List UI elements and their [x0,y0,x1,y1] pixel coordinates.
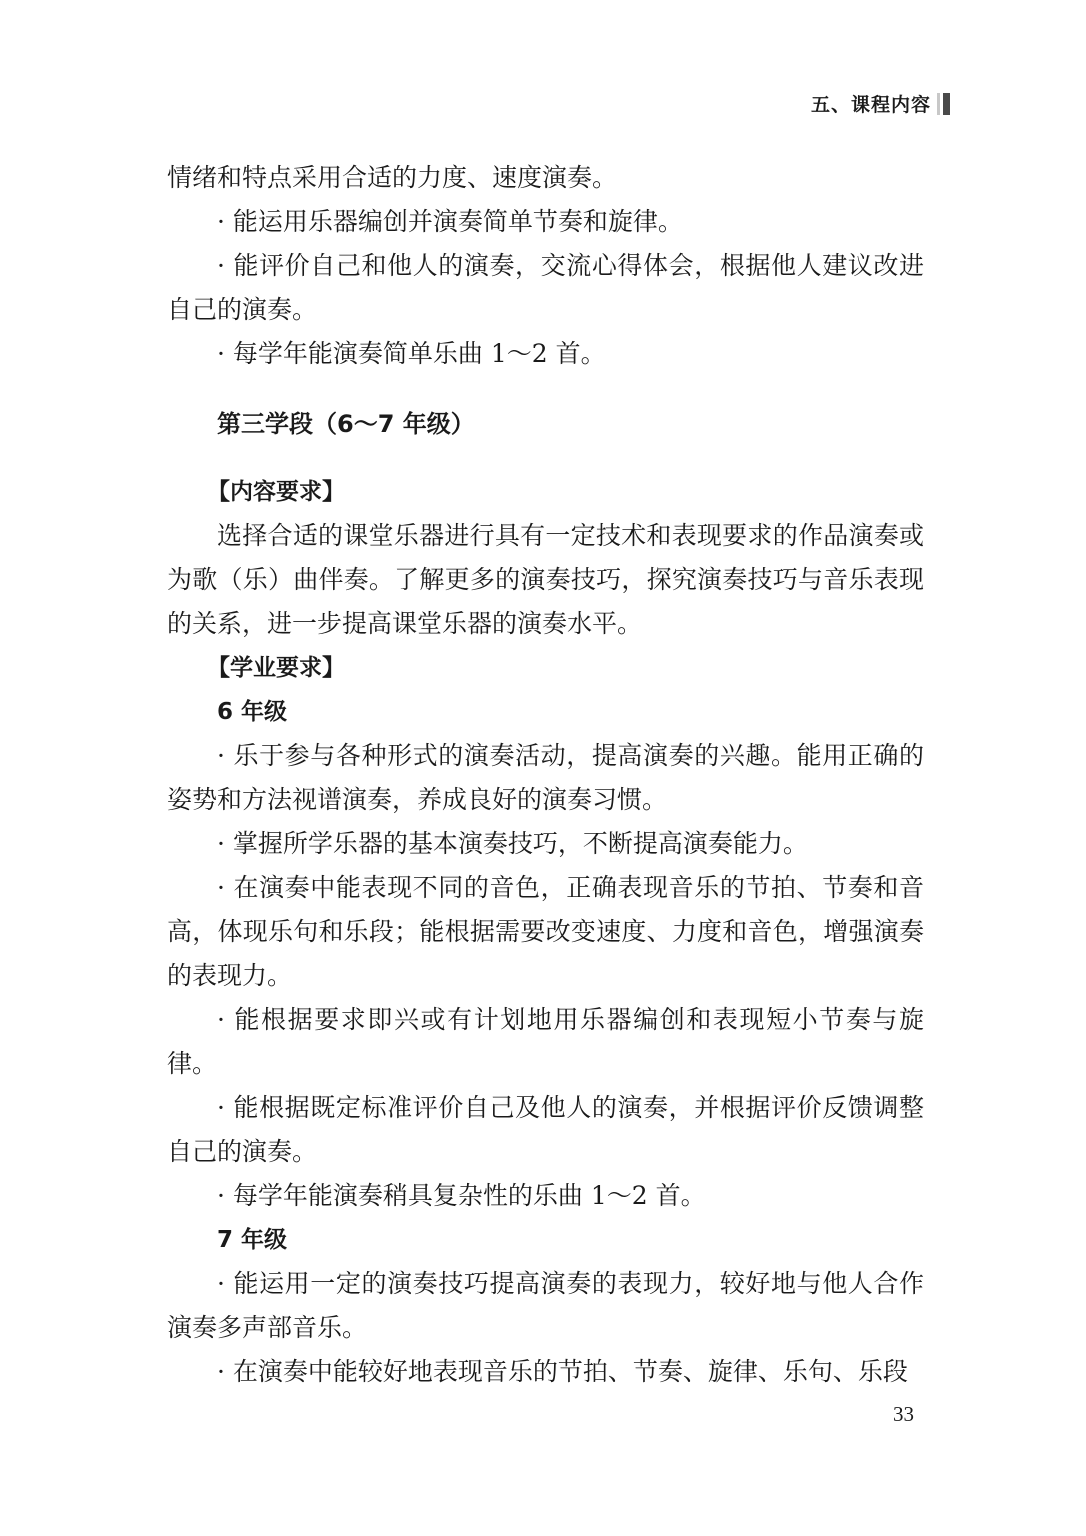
running-header [811,90,950,117]
content-requirements-heading: 【内容要求】 [207,479,345,505]
bullet-item: · 乐于参与各种形式的演奏活动，提高演奏的兴趣。能用正确的姿势和方法视谱演奏，养成良好的演奏习惯。 [167,741,924,814]
bullet-item: · 每学年能演奏简单乐曲 1～2 首。 [217,339,606,368]
bullet-item: · 能运用一定的演奏技巧提高演奏的表现力，较好地与他人合作演奏多声部音乐。 [167,1269,924,1342]
bullet-item: · 掌握所学乐器的基本演奏技巧，不断提高演奏能力。 [217,829,808,858]
bullet-item: · 能运用乐器编创并演奏简单节奏和旋律。 [217,207,683,236]
chapter-title: 五、课程内容 [810,94,931,116]
bullet-item: · 能根据既定标准评价自己及他人的演奏，并根据评价反馈调整自己的演奏。 [167,1093,924,1166]
bullet-item: · 能根据要求即兴或有计划地用乐器编创和表现短小节奏与旋律。 [167,1005,924,1078]
header-decoration-bars [937,93,950,115]
grade-label: 6 年级 [217,699,288,725]
header-bar-dark [943,93,950,115]
bullet-item: · 每学年能演奏稍具复杂性的乐曲 1～2 首。 [217,1181,706,1210]
header-bar-light [937,93,940,115]
bullet-item: · 在演奏中能较好地表现音乐的节拍、节奏、旋律、乐句、乐段 [217,1357,908,1386]
continued-paragraph: 情绪和特点采用合适的力度、速度演奏。 [167,163,618,192]
bullet-item: · 在演奏中能表现不同的音色，正确表现音乐的节拍、节奏和音高，体现乐句和乐段；能根据需要改变速度、力度和音色，增强演奏的表现力。 [167,873,924,990]
bullet-item: · 能评价自己和他人的演奏，交流心得体会，根据他人建议改进自己的演奏。 [167,251,924,324]
page-body [167,156,924,1394]
academic-requirements-heading: 【学业要求】 [207,655,345,681]
grade-label: 7 年级 [217,1227,288,1253]
content-requirements-text: 选择合适的课堂乐器进行具有一定技术和表现要求的作品演奏或为歌（乐）曲伴奏。了解更多的演奏技巧，探究演奏技巧与音乐表现的关系，进一步提高课堂乐器的演奏水平。 [167,521,924,638]
section-heading: 第三学段（6～7 年级） [217,410,475,438]
page-number: 33 [893,1402,914,1426]
